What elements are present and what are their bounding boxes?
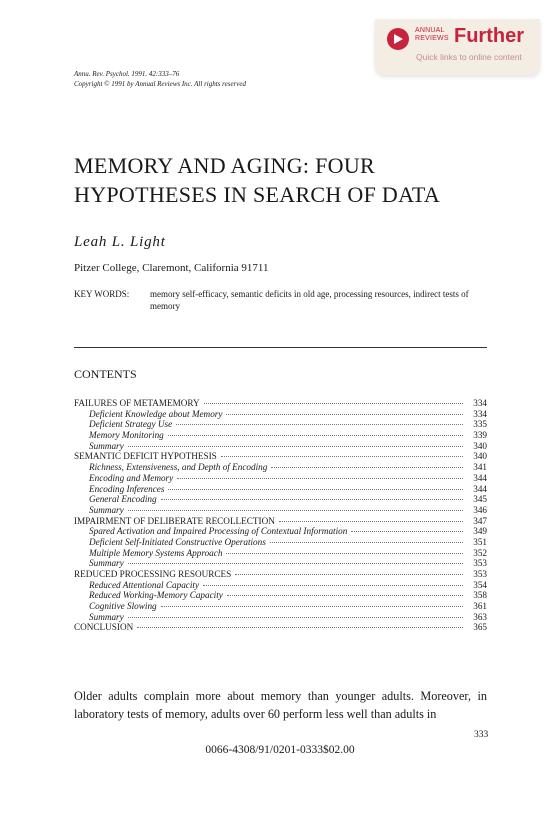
copyright-line: Copyright © 1991 by Annual Reviews Inc. All rights reserved (74, 80, 246, 88)
toc-page-number: 345 (473, 494, 487, 505)
toc-dot-leader (128, 510, 463, 511)
annual-reviews-further-banner[interactable] (375, 19, 540, 75)
toc-page-number: 352 (473, 547, 487, 558)
toc-dot-leader (161, 606, 463, 607)
toc-dot-leader (270, 542, 463, 543)
toc-entry-label: Multiple Memory Systems Approach (89, 547, 223, 558)
toc-section-row (74, 516, 487, 527)
toc-subsection-row (74, 505, 487, 516)
toc-entry-label: General Encoding (89, 494, 157, 505)
author-affiliation: Pitzer College, Claremont, California 91711 (74, 262, 269, 274)
toc-dot-leader (226, 414, 463, 415)
toc-dot-leader (221, 456, 463, 457)
section-divider (74, 347, 487, 348)
toc-section-row (74, 451, 487, 462)
toc-page-number: 347 (473, 515, 487, 526)
page-number: 333 (474, 730, 489, 740)
toc-entry-label: FAILURES OF METAMEMORY (74, 398, 200, 408)
toc-dot-leader (137, 627, 463, 628)
toc-page-number: 335 (473, 419, 487, 430)
toc-entry-label: Summary (89, 558, 124, 569)
toc-subsection-row (74, 537, 487, 548)
toc-subsection-row (74, 580, 487, 591)
citation-line: Annu. Rev. Psychol. 1991. 42:333–76 (74, 70, 180, 78)
body-paragraph: Older adults complain more about memory than younger adults. Moreover, in laboratory tests of memory, adults over 60 perform less well than adults in (74, 689, 487, 721)
toc-entry-label: Spared Activation and Impaired Processing of Contextual Information (89, 526, 348, 537)
toc-subsection-row (74, 473, 487, 484)
toc-dot-leader (128, 446, 463, 447)
contents-heading: CONTENTS (74, 367, 137, 381)
toc-dot-leader (177, 478, 463, 479)
toc-dot-leader (235, 574, 463, 575)
toc-subsection-row (74, 548, 487, 559)
toc-page-number: 346 (473, 504, 487, 515)
toc-page-number: 349 (473, 526, 487, 537)
table-of-contents (74, 398, 487, 633)
toc-page-number: 334 (473, 408, 487, 419)
toc-section-row (74, 569, 487, 580)
banner-further-label: Further (454, 25, 524, 47)
toc-entry-label: Richness, Extensiveness, and Depth of Encoding (89, 462, 268, 473)
toc-page-number: 344 (473, 472, 487, 483)
toc-page-number: 354 (473, 579, 487, 590)
toc-page-number: 344 (473, 483, 487, 494)
toc-subsection-row (74, 419, 487, 430)
toc-subsection-row (74, 526, 487, 537)
toc-entry-label: Cognitive Slowing (89, 601, 157, 612)
toc-page-number: 351 (473, 536, 487, 547)
keywords-label: KEY WORDS: (74, 289, 130, 299)
toc-dot-leader (176, 424, 463, 425)
toc-subsection-row (74, 441, 487, 452)
toc-subsection-row (74, 462, 487, 473)
toc-entry-label: Encoding and Memory (89, 472, 174, 483)
keywords-text: memory self-efficacy, semantic deficits in old age, processing resources, indirect tests of memory (150, 289, 469, 311)
toc-entry-label: Reduced Attentional Capacity (89, 579, 200, 590)
toc-page-number: 361 (473, 601, 487, 612)
toc-subsection-row (74, 558, 487, 569)
toc-entry-label: Summary (89, 611, 124, 622)
toc-page-number: 334 (473, 398, 487, 408)
banner-subtitle: Quick links to online content (416, 52, 522, 62)
toc-page-number: 365 (473, 622, 487, 633)
toc-dot-leader (227, 595, 463, 596)
toc-entry-label: Reduced Working-Memory Capacity (89, 590, 223, 601)
toc-entry-label: CONCLUSION (74, 622, 134, 633)
toc-subsection-row (74, 430, 487, 441)
toc-subsection-row (74, 601, 487, 612)
toc-entry-label: IMPAIRMENT OF DELIBERATE RECOLLECTION (74, 515, 275, 526)
toc-subsection-row (74, 494, 487, 505)
toc-dot-leader (161, 499, 463, 500)
toc-dot-leader (128, 617, 463, 618)
toc-section-row (74, 398, 487, 409)
toc-page-number: 363 (473, 611, 487, 622)
annual-reviews-logo-icon (387, 28, 409, 50)
toc-entry-label: Encoding Inferences (89, 483, 165, 494)
toc-page-number: 340 (473, 451, 487, 462)
toc-entry-label: REDUCED PROCESSING RESOURCES (74, 569, 232, 579)
toc-page-number: 358 (473, 590, 487, 601)
toc-dot-leader (168, 489, 463, 490)
toc-dot-leader (203, 585, 463, 586)
footer-code: 0066-4308/91/0201-0333$02.00 (205, 744, 355, 756)
toc-page-number: 339 (473, 430, 487, 441)
toc-entry-label: Deficient Self-Initiated Constructive Operations (89, 536, 266, 547)
toc-entry-label: Deficient Knowledge about Memory (89, 408, 223, 419)
toc-entry-label: Summary (89, 440, 124, 451)
toc-dot-leader (168, 435, 463, 436)
toc-dot-leader (351, 531, 463, 532)
toc-dot-leader (279, 521, 463, 522)
toc-section-row (74, 622, 487, 633)
toc-dot-leader (204, 403, 463, 404)
toc-entry-label: Summary (89, 504, 124, 515)
author-name: Leah L. Light (74, 234, 166, 250)
toc-dot-leader (128, 563, 463, 564)
toc-page-number: 341 (473, 462, 487, 473)
toc-entry-label: Deficient Strategy Use (89, 419, 173, 430)
toc-dot-leader (226, 553, 463, 554)
toc-subsection-row (74, 409, 487, 420)
toc-page-number: 340 (473, 440, 487, 451)
toc-dot-leader (271, 467, 463, 468)
toc-entry-label: SEMANTIC DEFICIT HYPOTHESIS (74, 451, 217, 462)
article-title: MEMORY AND AGING: FOUR HYPOTHESES IN SEARCH OF DATA (74, 153, 441, 207)
toc-page-number: 353 (473, 558, 487, 569)
banner-publisher-name: ANNUAL REVIEWS (415, 27, 449, 42)
journal-citation (74, 69, 246, 89)
toc-subsection-row (74, 590, 487, 601)
toc-subsection-row (74, 612, 487, 623)
toc-page-number: 353 (473, 569, 487, 579)
toc-entry-label: Memory Monitoring (89, 430, 164, 441)
toc-subsection-row (74, 484, 487, 495)
